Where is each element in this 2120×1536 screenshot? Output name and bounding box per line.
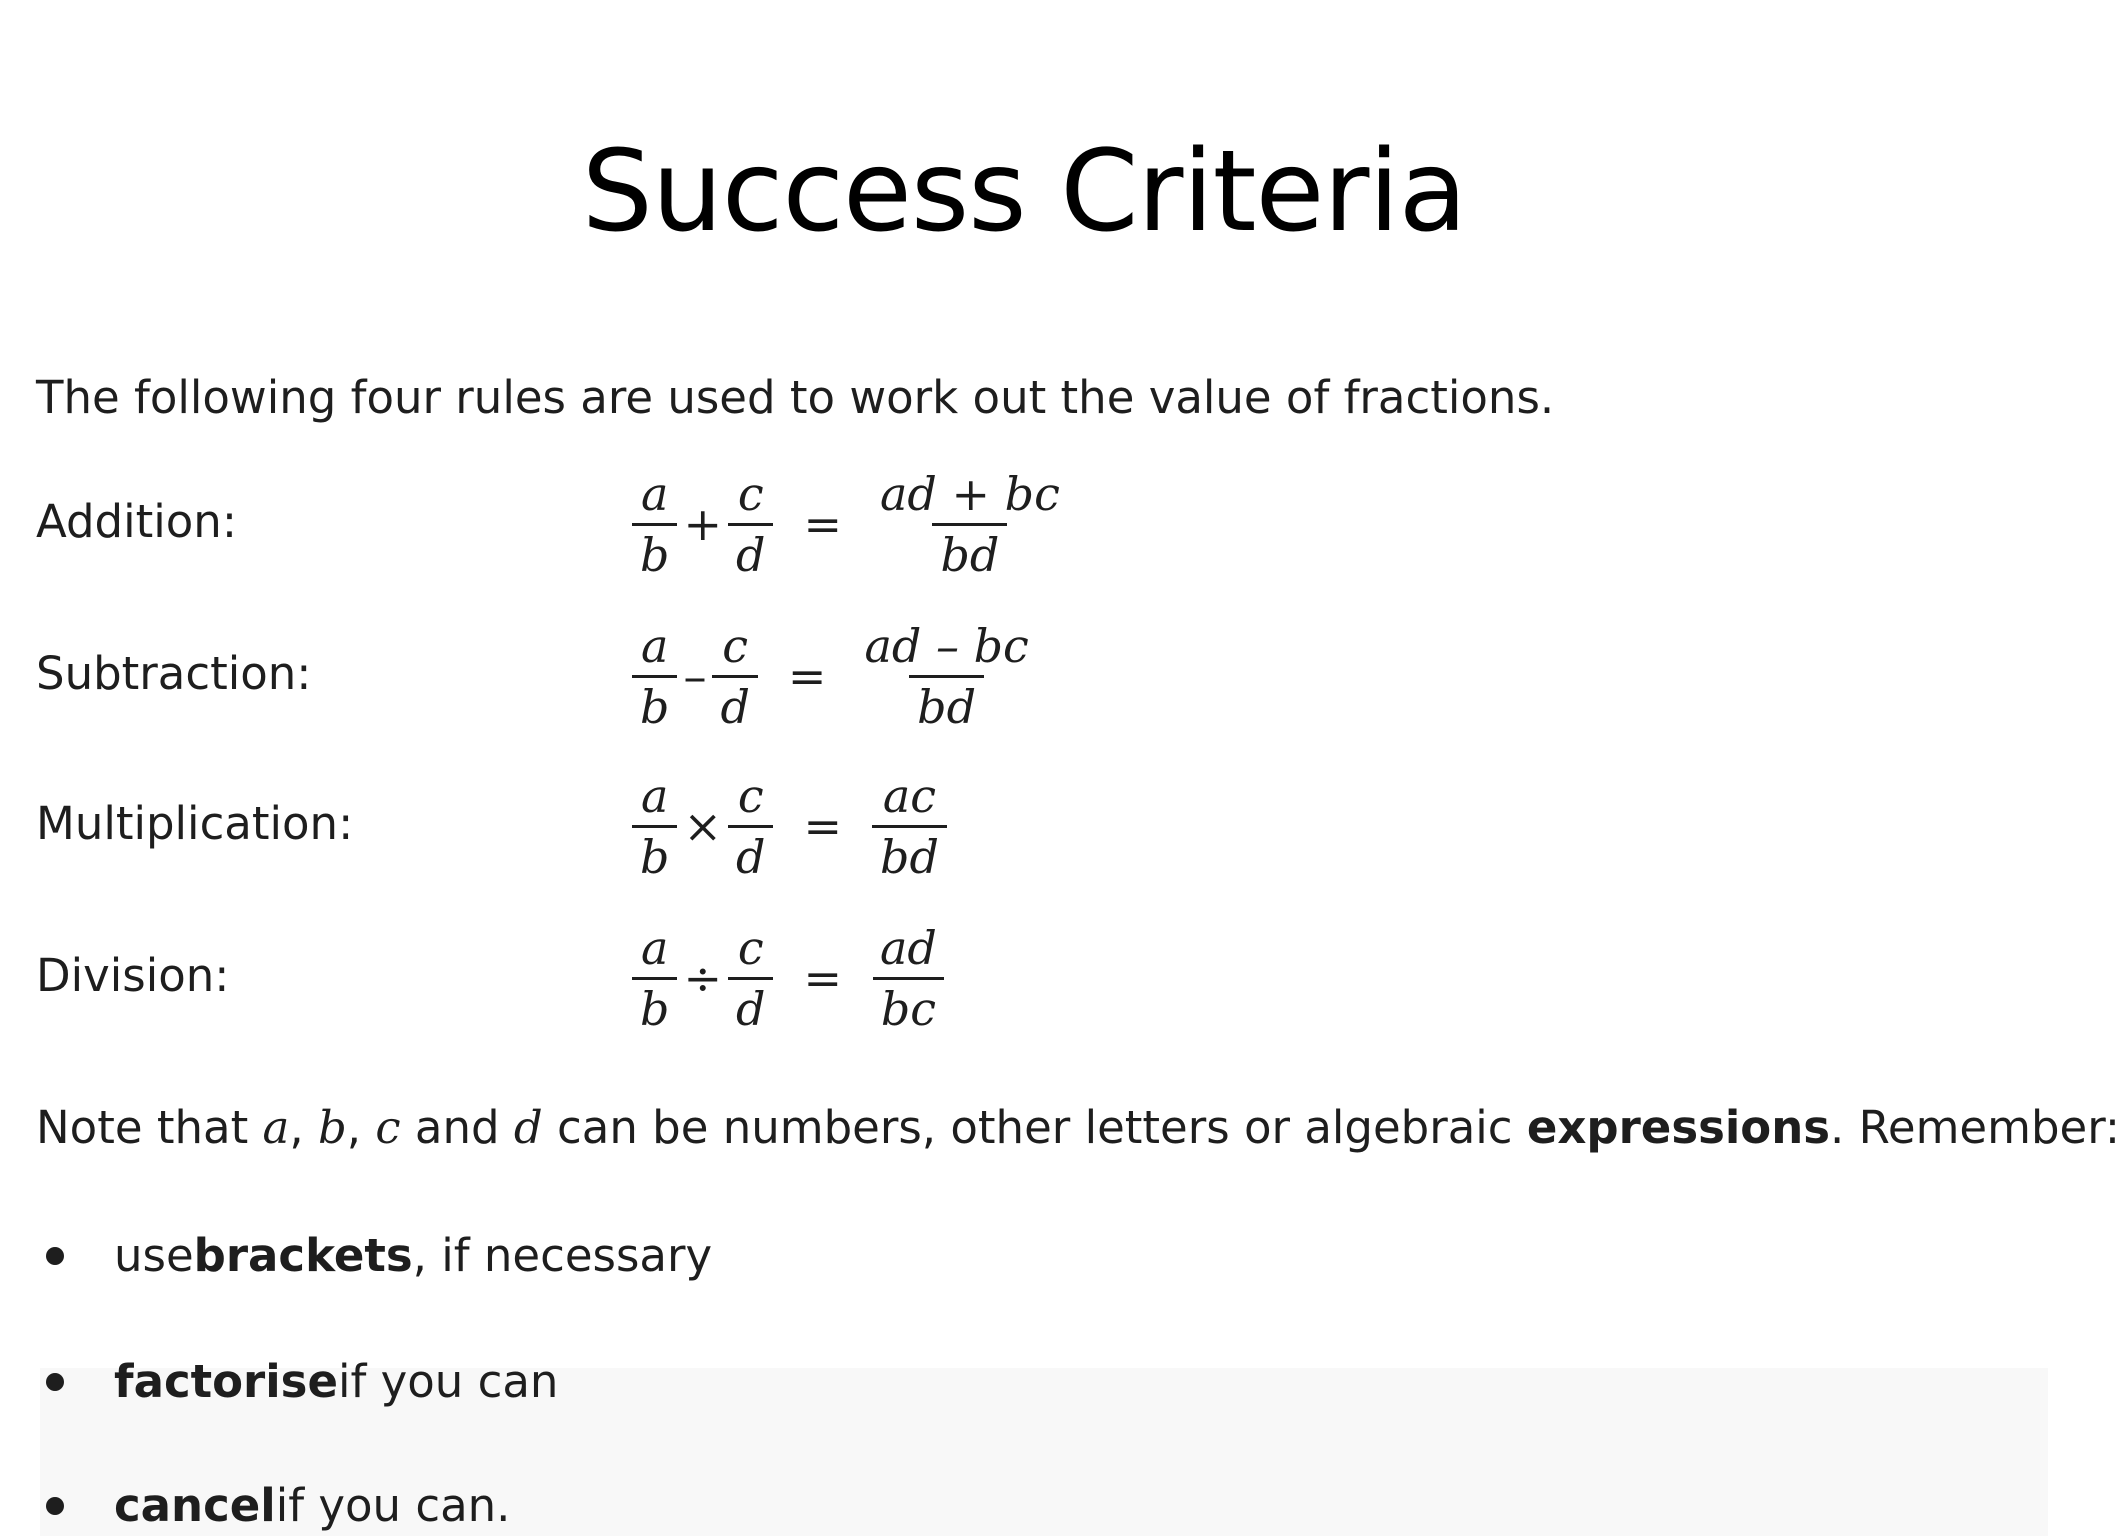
- equals-sign: =: [803, 799, 842, 853]
- bullet-dot-icon: [46, 1247, 64, 1265]
- intro-text: The following four rules are used to work out the value of fractions.: [36, 371, 1555, 424]
- equals-sign: =: [803, 951, 842, 1005]
- equals-sign: =: [787, 649, 827, 703]
- bullet-item: cancel if you can.: [36, 1476, 510, 1536]
- plus-operator: +: [683, 497, 722, 551]
- fraction-c-over-d: [712, 619, 757, 734]
- bullet-item: factorise if you can: [36, 1352, 558, 1412]
- numerator: c: [737, 466, 764, 521]
- rule-label-addition: Addition:: [36, 495, 237, 548]
- bullet-dot-icon: [46, 1373, 64, 1391]
- denominator: d: [728, 977, 773, 1036]
- bullet-item: use brackets , if necessary: [36, 1226, 712, 1286]
- denominator: d: [712, 675, 757, 734]
- fraction-c-over-d: [728, 921, 773, 1036]
- bullet-dot-icon: [46, 1497, 64, 1515]
- slide-title: Success Criteria: [581, 127, 1467, 257]
- fraction-result: [872, 921, 945, 1036]
- rule-label-multiplication: Multiplication:: [36, 797, 354, 850]
- rule-label-subtraction: Subtraction:: [36, 647, 312, 700]
- rule-label-division: Division:: [36, 949, 230, 1002]
- numerator: ad – bc: [864, 618, 1029, 673]
- numerator: ad + bc: [880, 466, 1060, 521]
- denominator: b: [632, 523, 677, 582]
- denominator: d: [728, 825, 773, 884]
- numerator: a: [641, 466, 669, 521]
- fraction-a-over-b: [632, 467, 677, 582]
- denominator: bd: [872, 825, 947, 884]
- formula-division: [632, 920, 945, 1036]
- denominator: bc: [873, 977, 944, 1036]
- fraction-a-over-b: [632, 921, 677, 1036]
- formula-multiplication: [632, 768, 947, 884]
- divide-operator: ÷: [683, 951, 722, 1005]
- numerator: c: [737, 768, 764, 823]
- numerator: c: [737, 920, 764, 975]
- formula-addition: [632, 466, 1068, 582]
- denominator: d: [728, 523, 773, 582]
- fraction-c-over-d: [728, 467, 773, 582]
- fraction-result: [856, 619, 1036, 734]
- minus-operator: –: [683, 649, 707, 703]
- denominator: bd: [909, 675, 984, 734]
- denominator: bd: [932, 523, 1007, 582]
- fraction-c-over-d: [728, 769, 773, 884]
- denominator: b: [632, 825, 677, 884]
- numerator: a: [641, 920, 669, 975]
- numerator: a: [641, 768, 669, 823]
- numerator: a: [641, 618, 669, 673]
- denominator: b: [632, 675, 677, 734]
- fraction-a-over-b: [632, 769, 677, 884]
- fraction-result: [872, 467, 1068, 582]
- fraction-result: [872, 769, 947, 884]
- denominator: b: [632, 977, 677, 1036]
- note-text: Note that a, b, c and d can be numbers, other letters or algebraic expressions. Remember:: [36, 1101, 2120, 1154]
- fraction-a-over-b: [632, 619, 677, 734]
- times-operator: ×: [683, 799, 722, 853]
- numerator: c: [722, 618, 749, 673]
- equals-sign: =: [803, 497, 842, 551]
- formula-subtraction: [632, 618, 1037, 734]
- numerator: ac: [882, 768, 937, 823]
- numerator: ad: [880, 920, 937, 975]
